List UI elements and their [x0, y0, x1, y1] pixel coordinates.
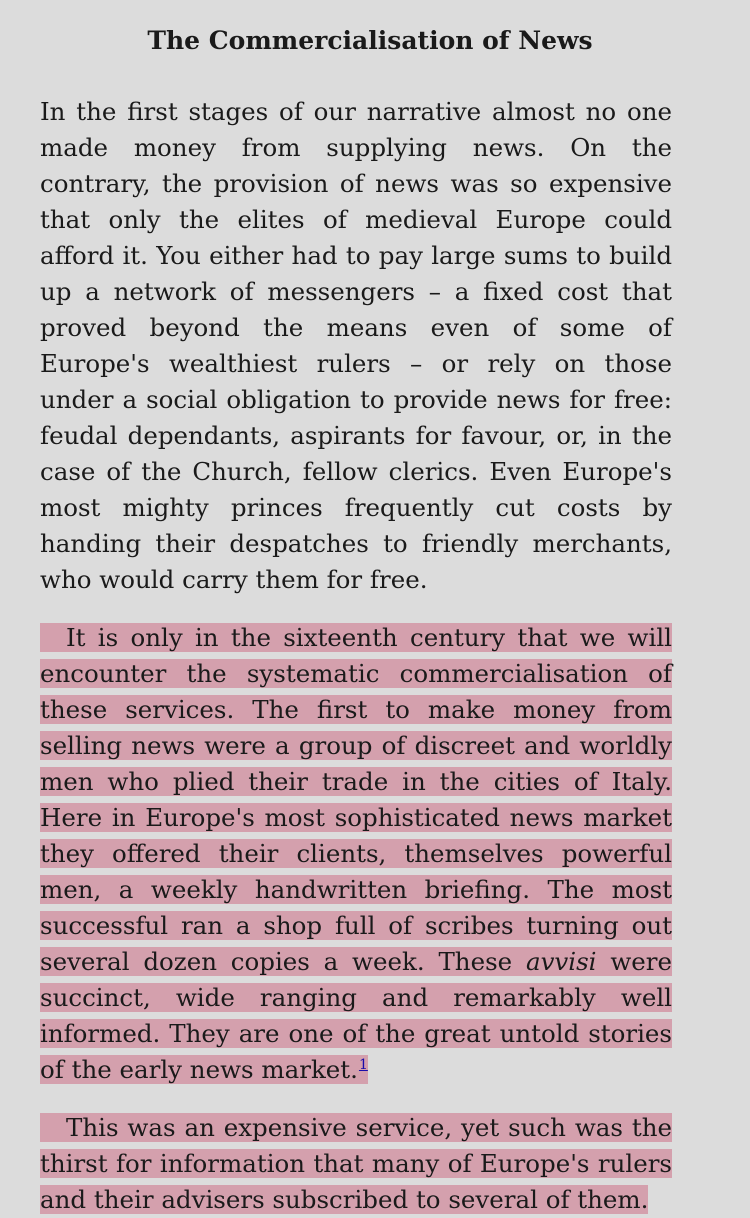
paragraph-2-highlighted[interactable] — [40, 620, 672, 1088]
paragraph-3-highlighted[interactable] — [40, 1110, 672, 1218]
paragraph-2-text-b: were succinct, wide ranging and remarkably well informed. They are one of the great untold stories of the early news market. — [40, 947, 672, 1084]
italic-term: avvisi — [525, 947, 597, 976]
paragraph-3-text: This was an expensive service, yet such was the thirst for information that many of Europe's rulers and their advisers subscribed to several of them. — [40, 1113, 672, 1214]
chapter-title: The Commercialisation of News — [147, 26, 593, 55]
paragraph-1-text: In the first stages of our narrative almost no one made money from supplying news. On the contrary, the provision of news was so expensive that only the elites of medieval Europe could afford it. You either had to pay large sums to build up a network of messengers – a fixed cost that proved beyond the means even of some of Europe's wealthiest rulers – or rely on those under a social obligation to provide news for free: feudal dependants, aspirants for favour, or, in the case of the Church, fellow clerics. Even Europe's most mighty princes frequently cut costs by handing their despatches to friendly merchants, who would carry them for free. — [40, 97, 672, 594]
paragraph-2-text-a: It is only in the sixteenth century that we will encounter the systematic commercialisation of these services. The first to make money from selling news were a group of discreet and worldly men who plied their trade in the cities of Italy. Here in Europe's most sophisticated news market they offered their clients, themselves powerful men, a weekly handwritten briefing. The most successful ran a shop full of scribes turning out several dozen copies a week. These — [40, 623, 672, 976]
highlight-span-2[interactable] — [40, 1113, 672, 1214]
highlight-span[interactable] — [40, 623, 672, 1084]
footnote-link[interactable]: 1 — [358, 1056, 368, 1073]
paragraph-1[interactable] — [40, 94, 672, 598]
